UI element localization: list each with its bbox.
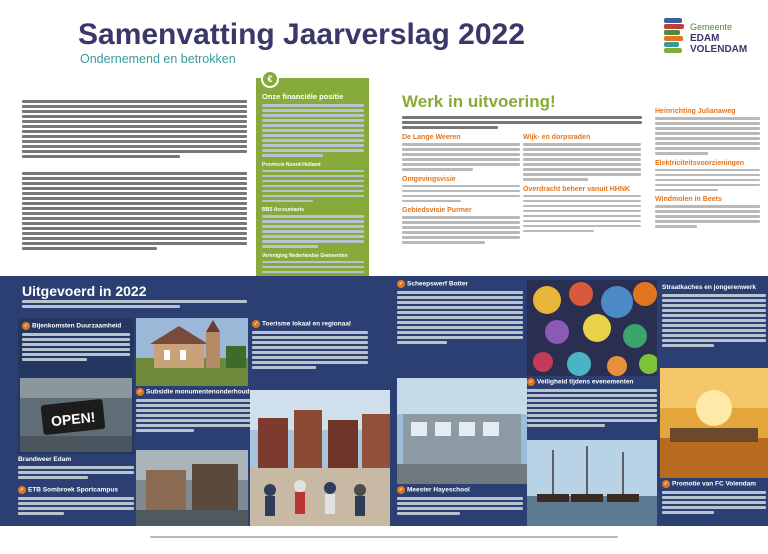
construction-photo — [136, 450, 248, 526]
uitgevoerd-intro — [22, 300, 247, 310]
check-icon: ✓ — [253, 321, 259, 327]
market-photo — [250, 390, 390, 526]
market-image — [250, 390, 390, 526]
card-subsidie-title: Subsidie monumentenonderhoud — [146, 388, 250, 396]
right-item-julianaweg: Heinrichting Julianaweg — [655, 108, 736, 115]
werk-item-lange-weeren: De Lange Weeren — [402, 134, 461, 141]
check-icon: ✓ — [398, 281, 404, 287]
check-icon: ✓ — [137, 389, 143, 395]
right-item-windmolen: Windmolen in Beets — [655, 196, 722, 203]
church-photo — [136, 318, 248, 386]
card-scheepswerf-title: Scheepswerf Botter — [407, 280, 469, 288]
open-sign-image — [20, 378, 132, 452]
werk-item-purmer: Gebiedsvisie Purmer — [402, 207, 472, 214]
card-veiligheid — [527, 378, 657, 438]
check-icon: ✓ — [663, 481, 669, 487]
page-title: Samenvatting Jaarverslag 2022 — [78, 18, 525, 51]
card-toerisme-title: Toerisme lokaal en regionaal — [262, 320, 351, 328]
werk-title: Werk in uitvoering! — [402, 92, 556, 111]
card-toerisme — [248, 318, 374, 390]
construction-image — [136, 450, 248, 526]
footer-bar — [0, 530, 768, 554]
right-item-elektriciteit: Elektriciteitsvoorzieningen — [655, 159, 745, 167]
page-subtitle: Ondernemend en betrokken — [80, 52, 236, 66]
finance-section-3: Vereniging Nederlandse Gemeenten — [262, 252, 348, 259]
card-scheepswerf — [397, 280, 523, 376]
open-sign-photo — [20, 378, 132, 452]
card-brandweer-title: Brandweer Edam — [18, 456, 72, 463]
card-etb-title: ETB Sombroek Sportcampus — [28, 486, 118, 494]
municipality-logo — [664, 18, 760, 58]
logo-line-1: Gemeente — [690, 22, 733, 32]
footer-text-line — [150, 536, 618, 538]
card-straatkaches — [662, 284, 766, 364]
lanterns-photo — [527, 280, 657, 376]
check-icon: ✓ — [19, 487, 25, 493]
finance-section-2: BBS Accountants — [262, 207, 305, 213]
card-meester — [397, 486, 523, 526]
check-icon: ✓ — [23, 323, 29, 329]
werk-intro — [402, 116, 642, 131]
intro-text-block-1 — [22, 100, 247, 160]
ships-image — [527, 440, 657, 526]
stadium-image — [660, 368, 768, 478]
logo-line-3: VOLENDAM — [690, 44, 748, 55]
werk-right-column — [523, 134, 641, 235]
logo-stripes-icon — [664, 18, 684, 56]
card-bijenkomsten-title: Bijenkomsten Duurzaamheid — [32, 322, 122, 330]
werk-item-omgevingsvisie: Omgevingsvisie — [402, 175, 456, 183]
werk-item-hhnk: Overdracht beheer vanuit HHNK — [523, 185, 630, 193]
card-straatkaches-title: Straatkaches en jongerenwerk — [662, 284, 756, 291]
ships-photo — [527, 440, 657, 526]
card-veiligheid-title: Veiligheid tijdens evenementen — [537, 378, 634, 386]
werk-item-wijkraden: Wijk- en dorpsraden — [523, 134, 591, 141]
card-meester-title: Meester Hayeschool — [407, 486, 470, 494]
finance-title: Onze financiële positie — [262, 92, 344, 101]
school-photo — [397, 378, 527, 484]
uitgevoerd-title: Uitgevoerd in 2022 — [22, 283, 147, 299]
card-promotie — [662, 480, 766, 526]
open-sign-text: OPEN! — [50, 408, 97, 430]
right-info-column — [655, 108, 760, 230]
card-promotie-title: Promotie van FC Volendam — [672, 480, 757, 488]
lanterns-image — [527, 280, 657, 376]
intro-text-block-2 — [22, 172, 247, 252]
card-bijenkomsten — [18, 318, 134, 454]
finance-section-1: Provincie Noord-Holland — [262, 161, 321, 168]
school-image — [397, 378, 527, 484]
card-etb — [18, 486, 134, 526]
church-image — [136, 318, 248, 386]
check-icon: ✓ — [528, 379, 534, 385]
stadium-photo — [660, 368, 768, 478]
card-brandweer — [18, 456, 134, 486]
werk-left-column — [402, 134, 520, 246]
logo-line-2: EDAM — [690, 33, 720, 44]
card-subsidie — [136, 388, 252, 448]
check-icon: ✓ — [398, 487, 404, 493]
euro-coin-icon: € — [261, 70, 279, 88]
